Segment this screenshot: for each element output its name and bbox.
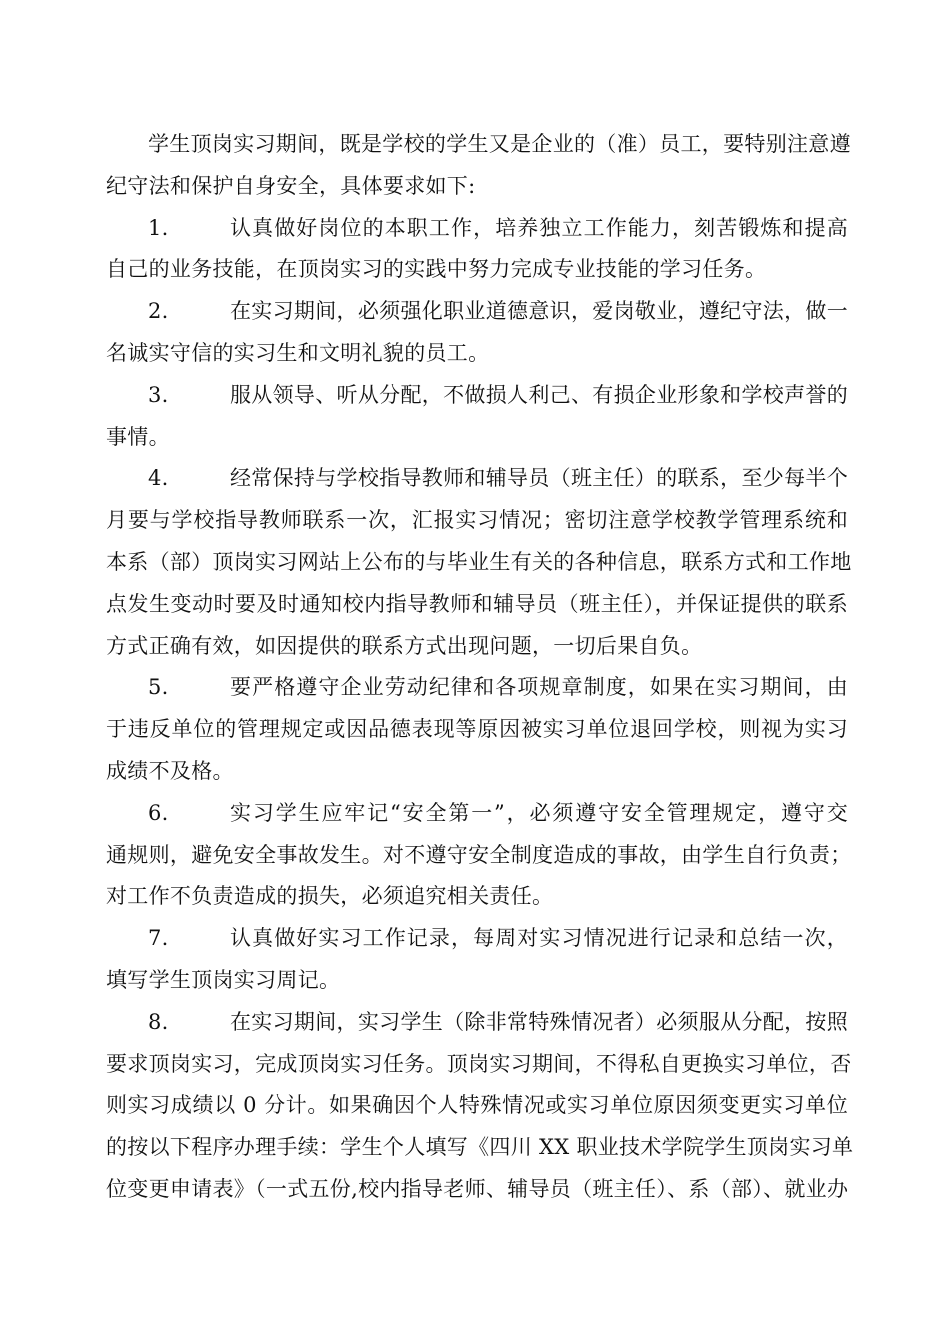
item-line: 事情。 — [106, 424, 170, 449]
item-text: 认真做好岗位的本职工作，培养独立工作能力，刻苦锻炼和提高 — [230, 215, 848, 240]
item-line: 本系（部）顶岗实习网站上公布的与毕业生有关的各种信息，联系方式和工作地 — [106, 549, 852, 574]
item-text: 在实习期间，实习学生（除非常特殊情况者）必须服从分配，按照 — [230, 1009, 848, 1034]
item-text: 认真做好实习工作记录，每周对实习情况进行记录和总结一次， — [230, 926, 848, 951]
item-4-first-line — [106, 458, 848, 500]
item-line: 点发生变动时要及时通知校内指导教师和辅导员（班主任），并保证提供的联系 — [106, 591, 848, 616]
intro-line: 纪守法和保护自身安全，具体要求如下: — [106, 173, 476, 198]
item-line: 成绩不及格。 — [106, 758, 234, 783]
intro-line: 学生顶岗实习期间，既是学校的学生又是企业的（准）员工，要特别注意遵 — [148, 132, 851, 156]
item-line: 对工作不负责造成的损失，必须追究相关责任。 — [106, 884, 554, 909]
item-8-first-line — [106, 1002, 848, 1044]
item-number: 2. — [148, 299, 169, 324]
item-2-first-line — [106, 291, 848, 333]
item-number: 5. — [148, 675, 169, 700]
item-line: 要求顶岗实习，完成顶岗实习任务。顶岗实习期间，不得私自更换实习单位，否 — [106, 1051, 852, 1076]
item-line: 通规则，避免安全事故发生。对不遵守安全制度造成的事故，由学生自行负责； — [106, 842, 852, 867]
item-text: 要严格遵守企业劳动纪律和各项规章制度，如果在实习期间，由 — [230, 675, 848, 700]
item-7-first-line — [106, 918, 848, 960]
item-text: 经常保持与学校指导教师和辅导员（班主任）的联系，至少每半个 — [230, 466, 848, 491]
item-number: 1. — [148, 215, 169, 240]
item-number: 7. — [148, 926, 169, 951]
item-5-first-line — [106, 667, 848, 709]
item-line: 的按以下程序办理手续：学生个人填写《四川 XX 职业技术学院学生顶岗实习单 — [106, 1135, 854, 1160]
item-line: 位变更申请表》（一式五份,校内指导老师、辅导员（班主任）、系（部）、就业办 — [106, 1176, 849, 1201]
item-3-first-line — [106, 375, 848, 417]
item-number: 8. — [148, 1009, 169, 1034]
item-line: 则实习成绩以 0 分计。如果确因个人特殊情况或实习单位原因须变更实习单位 — [106, 1093, 848, 1118]
item-number: 4. — [148, 466, 169, 491]
item-text: 服从领导、听从分配，不做损人利己、有损企业形象和学校声誉的 — [230, 382, 848, 407]
item-line: 方式正确有效，如因提供的联系方式出现问题，一切后果自负。 — [106, 633, 703, 658]
item-line: 自己的业务技能，在顶岗实习的实践中努力完成专业技能的学习任务。 — [106, 257, 767, 282]
item-6-first-line — [106, 793, 848, 835]
document-body — [106, 124, 854, 1211]
item-1-first-line — [106, 208, 848, 250]
item-number: 3. — [148, 382, 169, 407]
item-line: 于违反单位的管理规定或因品德表现等原因被实习单位退回学校，则视为实习 — [106, 717, 848, 742]
item-line: 填写学生顶岗实习周记。 — [106, 967, 341, 992]
item-number: 6. — [148, 800, 169, 825]
item-line: 名诚实守信的实习生和文明礼貌的员工。 — [106, 340, 490, 365]
item-text: 实习学生应牢记“安全第一”，必须遵守安全管理规定，遵守交 — [230, 800, 848, 825]
item-line: 月要与学校指导教师联系一次，汇报实习情况；密切注意学校教学管理系统和 — [106, 508, 848, 533]
item-text: 在实习期间，必须强化职业道德意识，爱岗敬业，遵纪守法，做一 — [230, 299, 848, 324]
